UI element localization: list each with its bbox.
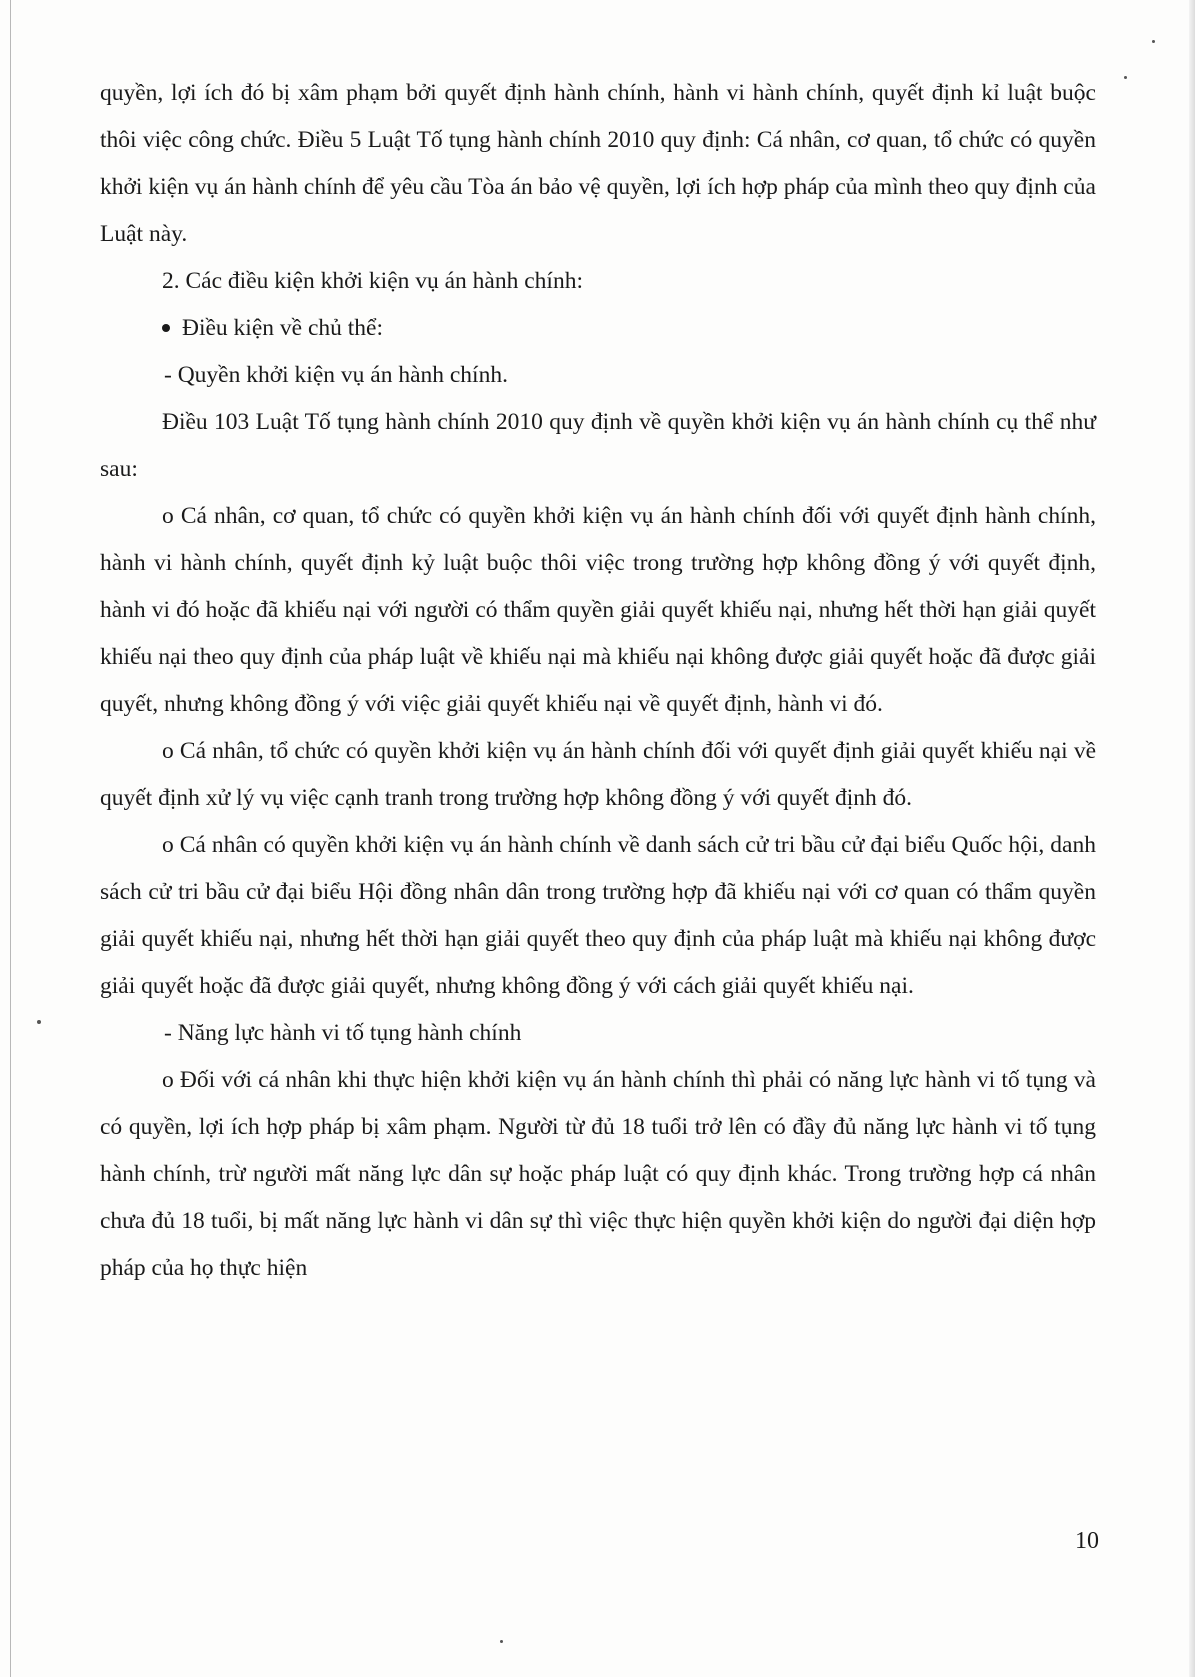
list-item: o Cá nhân có quyền khởi kiện vụ án hành chính về danh sách cử tri bầu cử đại biểu Quốc hội, danh sách cử tri bầu cử đại biểu Hội đồng nhân dân trong trường hợp đã khiếu nại với cơ quan có thẩm quyền giải quyết khiếu nại, nhưng hết thời hạn giải quyết theo quy định của pháp luật mà khiếu nại không được giải quyết hoặc đã được giải quyết, nhưng không đồng ý với cách giải quyết khiếu nại. <box>100 832 1096 999</box>
paragraph-article-103: Điều 103 Luật Tố tụng hành chính 2010 quy định về quyền khởi kiện vụ án hành chính cụ thể như sau: <box>100 409 1096 482</box>
list-item: o Cá nhân, tổ chức có quyền khởi kiện vụ án hành chính đối với quyết định giải quyết khiếu nại về quyết định xử lý vụ việc cạnh tranh trong trường hợp không đồng ý với quyết định đó. <box>100 738 1096 811</box>
page-left-border <box>10 0 11 1677</box>
list-item: o Đối với cá nhân khi thực hiện khởi kiện vụ án hành chính thì phải có năng lực hành vi tố tụng và có quyền, lợi ích hợp pháp bị xâm phạm. Người từ đủ 18 tuổi trở lên có đầy đủ năng lực hành vi tố tụng hành chính, trừ người mất năng lực dân sự hoặc pháp luật có quy định khác. Trong trường hợp cá nhân chưa đủ 18 tuổi, bị mất năng lực hành vi dân sự thì việc thực hiện quyền khởi kiện do người đại diện hợp pháp của họ thực hiện <box>100 1067 1096 1281</box>
scan-speck <box>37 1020 41 1024</box>
bullet-text: Điều kiện về chủ thể: <box>182 315 383 341</box>
dash-item-right-to-sue: - Quyền khởi kiện vụ án hành chính. <box>164 362 508 388</box>
page-right-shadow <box>1189 0 1195 1677</box>
scan-speck <box>1124 76 1127 79</box>
paragraph-continuation: quyền, lợi ích đó bị xâm phạm bởi quyết định hành chính, hành vi hành chính, quyết định kỉ luật buộc thôi việc công chức. Điều 5 Luật Tố tụng hành chính 2010 quy định: Cá nhân, cơ quan, tổ chức có quyền khởi kiện vụ án hành chính để yêu cầu Tòa án bảo vệ quyền, lợi ích hợp pháp của mình theo quy định của Luật này. <box>100 80 1096 247</box>
list-item: o Cá nhân, cơ quan, tổ chức có quyền khởi kiện vụ án hành chính đối với quyết định hành chính, hành vi hành chính, quyết định kỷ luật buộc thôi việc trong trường hợp không đồng ý với quyết định, hành vi đó hoặc đã khiếu nại với người có thẩm quyền giải quyết khiếu nại, nhưng hết thời hạn giải quyết khiếu nại theo quy định của pháp luật về khiếu nại mà khiếu nại không được giải quyết hoặc đã được giải quyết, nhưng không đồng ý với việc giải quyết khiếu nại về quyết định, hành vi đó. <box>100 503 1096 717</box>
scan-speck <box>1152 40 1155 43</box>
page-number: 10 <box>1075 1528 1099 1554</box>
document-body <box>100 70 1096 1292</box>
scan-speck <box>500 1640 503 1643</box>
dash-item-capacity: - Năng lực hành vi tố tụng hành chính <box>164 1020 522 1046</box>
section-heading: 2. Các điều kiện khởi kiện vụ án hành chính: <box>162 268 583 294</box>
bullet-item <box>100 305 1096 352</box>
bullet-icon <box>162 324 170 332</box>
